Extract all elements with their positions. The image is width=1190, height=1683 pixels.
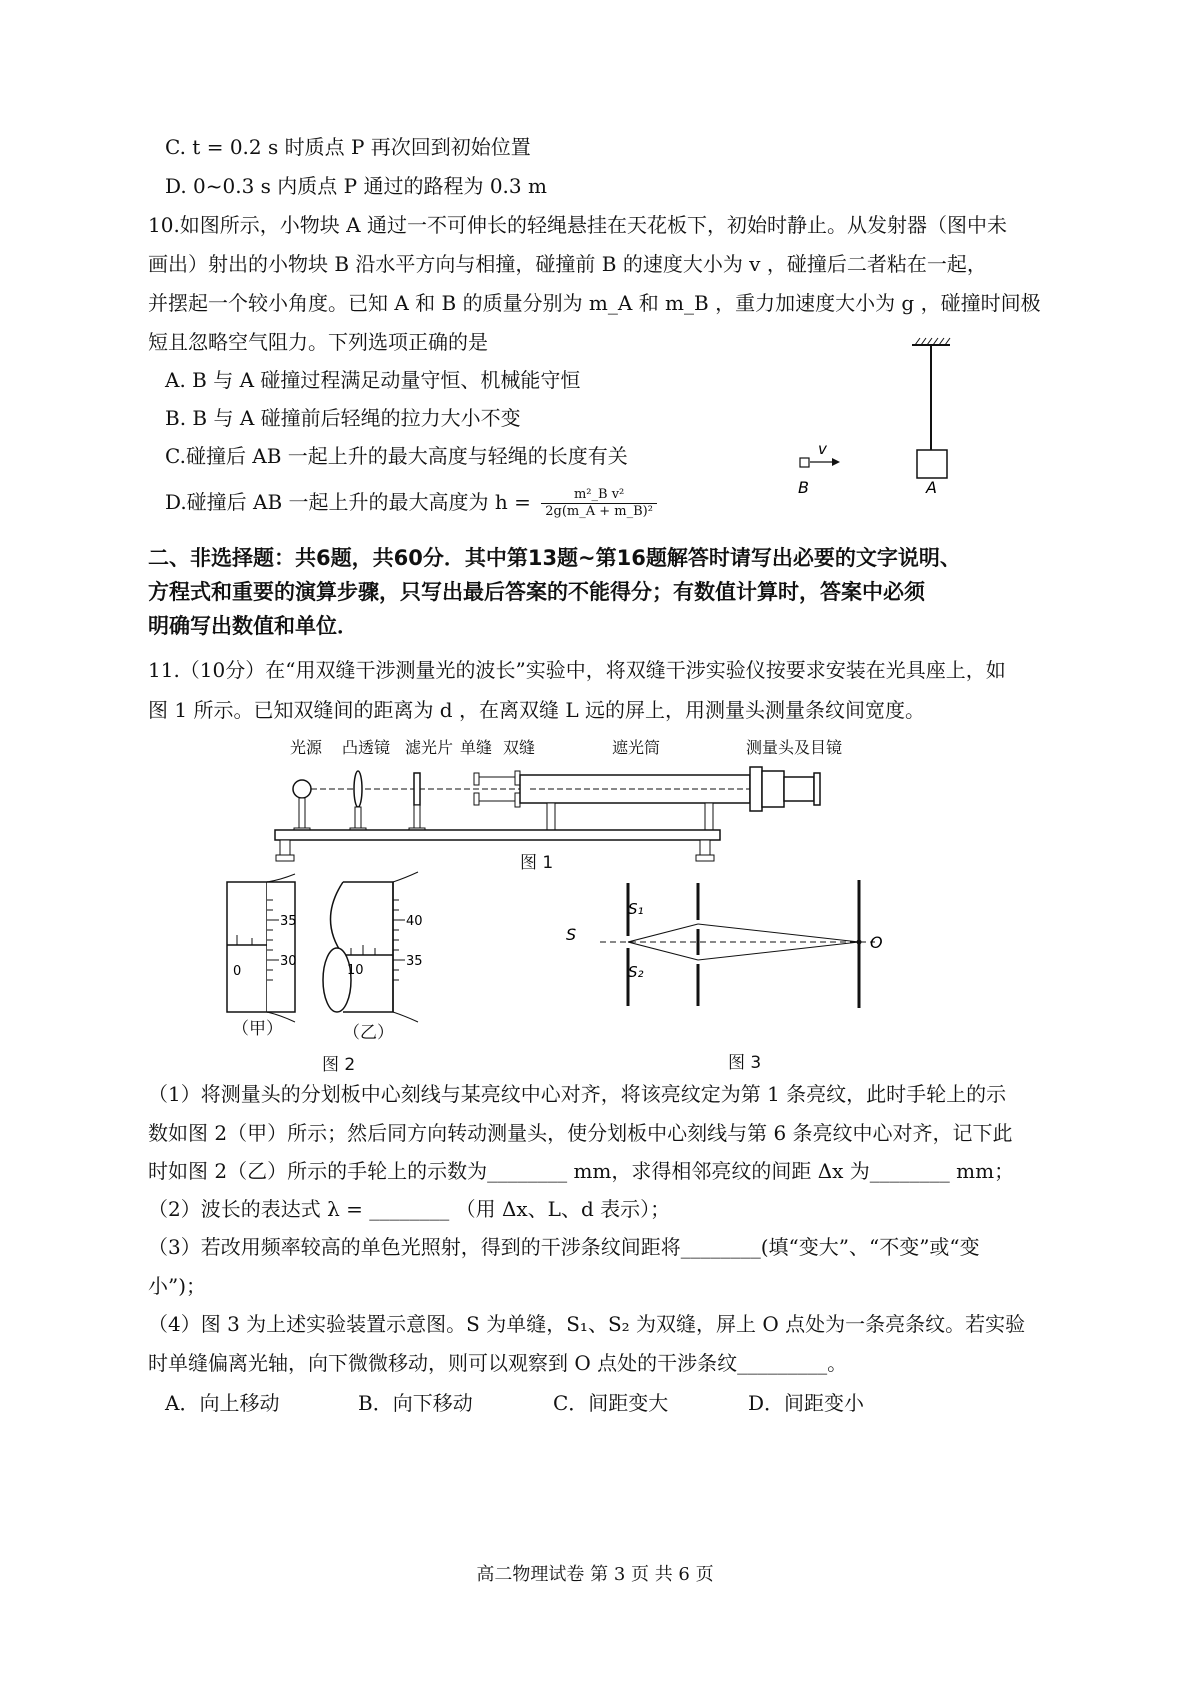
fig1-label-eyepiece: 测量头及目镜 [746, 738, 843, 757]
fig3-label-s2: S₂ [628, 963, 644, 981]
fig1-measuring-head [750, 767, 762, 811]
fig2-jia-tick-35: 35 [280, 914, 297, 929]
q9-option-d: D. 0~0.3 s 内质点 P 通过的路程为 0.3 m [165, 174, 547, 198]
q11-part3-line2: 小”)； [148, 1274, 207, 1298]
pendulum-figure [798, 335, 960, 520]
fig1-label-light-source: 光源 [290, 738, 323, 757]
block-a [917, 450, 947, 478]
fig1-label-single-slit: 单缝 [460, 738, 493, 757]
q11-part1-line3: 时如图 2（乙）所示的手轮上的示数为________ mm，求得相邻亮纹的间距 Δx 为________ mm； [148, 1159, 1015, 1183]
fig1-label-filter: 滤光片 [405, 738, 454, 757]
fig1-lens [354, 771, 362, 807]
fig1-single-slit [474, 773, 479, 785]
q10-option-a: A. B 与 A 碰撞过程满足动量守恒、机械能守恒 [165, 368, 581, 392]
q11-part4-option-c: C．间距变大 [553, 1391, 669, 1415]
q11-part3-line1: （3）若改用频率较高的单色光照射，得到的干涉条纹间距将________(填“变大”、“不变”或“变 [148, 1235, 980, 1259]
fig2-yi-tick-40: 40 [406, 914, 423, 929]
fig2-jia [227, 874, 297, 1022]
q10-option-d-text: D.碰撞后 AB 一起上升的最大高度为 [165, 490, 489, 514]
fig3-label-s: S [566, 925, 577, 944]
page-footer: 高二物理试卷 第 3 页 共 6 页 [476, 1564, 714, 1585]
q10-fraction-numerator: m²_B v² [541, 487, 657, 504]
q11-part4-option-b: B．向下移动 [358, 1391, 473, 1415]
fig2-caption: 图 2 [322, 1055, 356, 1075]
fig2-yi-main: 10 [347, 963, 364, 978]
fig1-lamp-post [299, 798, 305, 830]
q10-stem-line4: 短且忽略空气阻力。下列选项正确的是 [148, 330, 488, 354]
q10-fraction-denominator: 2g(m_A + m_B)² [545, 504, 653, 519]
q11-part4-line1: （4）图 3 为上述实验装置示意图。S 为单缝，S₁、S₂ 为双缝，屏上 O 点处为一条亮条纹。若实验 [148, 1312, 1026, 1336]
section2-heading-line3: 明确写出数值和单位． [148, 614, 358, 638]
q11-part4-line2: 时单缝偏离光轴，向下微微移动，则可以观察到 O 点处的干涉条纹_________。 [148, 1351, 848, 1375]
q11-stem-line1: 11.（10分）在“用双缝干涉测量光的波长”实验中，将双缝干涉实验仪按要求安装在光具座上，如 [148, 658, 1006, 682]
fig2-jia-caption: （甲） [232, 1019, 283, 1039]
fig2-jia-main: 0 [233, 964, 242, 979]
section2-heading-line2: 方程式和重要的演算步骤，只写出最后答案的不能得分；有数值计算时，答案中必须 [148, 580, 925, 604]
velocity-arrowhead [832, 458, 840, 466]
q10-stem-line1: 10.如图所示，小物块 A 通过一不可伸长的轻绳悬挂在天花板下，初始时静止。从发射器（图中未 [148, 213, 1007, 237]
q10-fraction [541, 487, 657, 520]
q10-option-c: C.碰撞后 AB 一起上升的最大高度与轻绳的长度有关 [165, 444, 628, 468]
q10-stem-line2: 画出）射出的小物块 B 沿水平方向与相撞，碰撞前 B 的速度大小为 v ，碰撞后二者粘在一起， [148, 252, 987, 276]
label-v: v [818, 440, 827, 458]
fig1-lamp [293, 780, 311, 798]
fig1-rail [275, 830, 720, 840]
label-b: B [798, 478, 809, 497]
fig3-caption: 图 3 [728, 1053, 762, 1073]
fig2-yi-caption: （乙） [343, 1023, 394, 1043]
label-a: A [926, 478, 937, 497]
fig2-jia-tick-30: 30 [280, 954, 297, 969]
fig1-filter [414, 773, 420, 805]
fig3-schematic [566, 878, 980, 1038]
fig3-label-o: O [870, 933, 883, 952]
q11-part1-line1: （1）将测量头的分划板中心刻线与某亮纹中心对齐，将该亮纹定为第 1 条亮纹，此时手轮上的示 [148, 1082, 1007, 1106]
q11-part1-line2: 数如图 2（甲）所示；然后同方向转动测量头，使分划板中心刻线与第 6 条亮纹中心对齐，记下此 [148, 1121, 1013, 1145]
ceiling-hatch [912, 338, 950, 345]
q10-option-b: B. B 与 A 碰撞前后轻绳的拉力大小不变 [165, 406, 521, 430]
q9-option-c: C. t = 0.2 s 时质点 P 再次回到初始位置 [165, 135, 531, 159]
q11-part2: （2）波长的表达式 λ = ________ （用 Δx、L、d 表示）； [148, 1197, 671, 1221]
fig1-label-double-slit: 双缝 [503, 738, 536, 757]
q10-option-d-h: h = [494, 490, 531, 514]
fig3-label-s1: S₁ [628, 900, 644, 918]
fig1-label-lens: 凸透镜 [342, 738, 391, 757]
q11-stem-line2: 图 1 所示。已知双缝间的距离为 d ，在离双缝 L 远的屏上，用测量头测量条纹间宽度。 [148, 698, 925, 722]
section2-heading-line1: 二、非选择题：共6题，共60分．其中第13题~第16题解答时请写出必要的文字说明、 [148, 546, 961, 570]
fig1-caption: 图 1 [520, 853, 554, 873]
fig2-yi-tick-35: 35 [406, 954, 423, 969]
q10-stem-line3: 并摆起一个较小角度。已知 A 和 B 的质量分别为 m_A 和 m_B ，重力加速度大小为 g ，碰撞时间极 [148, 291, 1041, 315]
block-b [800, 458, 809, 467]
fig1-label-tube: 遮光筒 [612, 738, 661, 757]
fig2-yi [323, 872, 423, 1022]
q10-option-d [165, 487, 657, 520]
q11-part4-option-d: D．间距变小 [748, 1391, 865, 1415]
q11-part4-option-a: A．向上移动 [165, 1391, 280, 1415]
fig1-optical-bench [290, 735, 870, 875]
fig1-eyepiece [784, 777, 814, 801]
